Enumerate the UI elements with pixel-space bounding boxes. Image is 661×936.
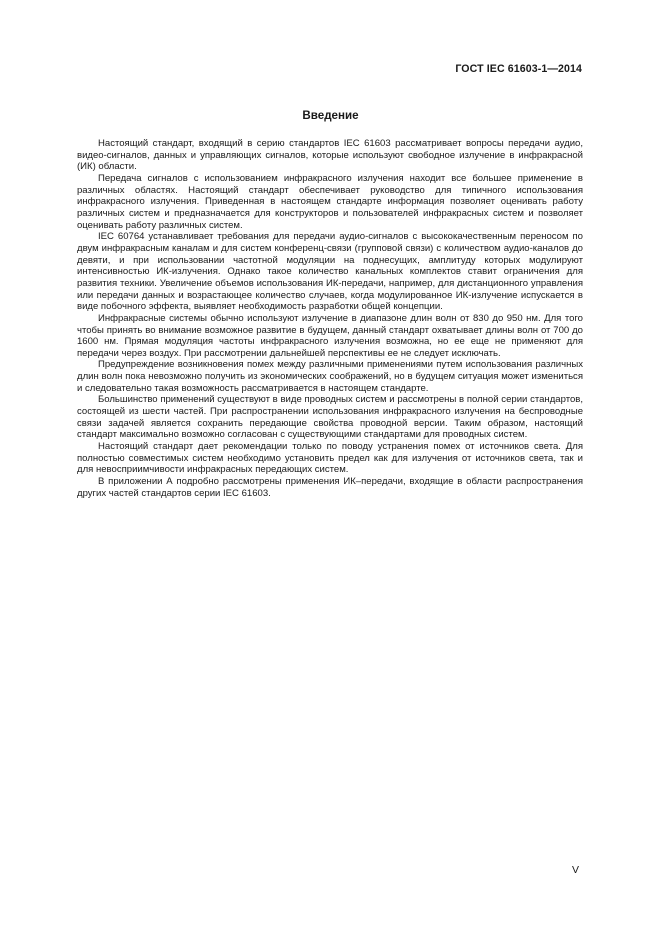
paragraph: Настоящий стандарт, входящий в серию стандартов IEC 61603 рассматривает вопросы передачи аудио, видео-сигналов, данных и управляющих сигналов, которые используют свободное излучение в инфракрасной (ИК) области.: [77, 138, 583, 173]
document-header-code: ГОСТ IEC 61603-1—2014: [455, 63, 582, 75]
paragraph: Настоящий стандарт дает рекомендации только по поводу устранения помех от источников света. Для полностью совместимых систем необходимо установить предел как для излучения от источников света, так и для невосприимчивости инфракрасных передающих систем.: [77, 441, 583, 476]
paragraph: IEC 60764 устанавливает требования для передачи аудио-сигналов с высококачественным переносом по двум инфракрасным каналам и для систем конференц-связи (групповой связи) с количеством аудио-каналов до девяти, и при использовании частотной модуляции на поднесущих, амплитуду которых модулируют интенсивностью ИК-излучения. Однако такое количество канальных комплектов ставит ограничения для развития техники. Увеличение объемов использования ИК-передачи, например, для дистанционного управления или передачи данных и возрастающее количество случаев, когда модулированное ИК-излучение испускается в виде побочного эффекта, выявляет необходимость разработки общей концепции.: [77, 231, 583, 313]
body-text: [77, 138, 583, 499]
page-number: V: [571, 864, 579, 876]
paragraph: Предупреждение возникновения помех между различными применениями путем использования различных длин волн пока невозможно получить из экономических соображений, но в будущем ситуация может измениться и следовательно такая возможность рассматривается в настоящем стандарте.: [77, 359, 583, 394]
section-title: Введение: [302, 109, 359, 122]
paragraph: Передача сигналов с использованием инфракрасного излучения находит все большее применение в различных областях. Настоящий стандарт обеспечивает руководство для типичного использования инфракрасного излучения. Приведенная в настоящем стандарте информация позволяет оценивать работу различных систем и предназначается для конструкторов и пользователей инфракрасных систем и позволяет оценивать работу различных систем.: [77, 172, 583, 231]
paragraph: В приложении А подробно рассмотрены применения ИК–передачи, входящие в области распространения других частей стандартов серии IEC 61603.: [77, 476, 583, 499]
paragraph: Большинство применений существуют в виде проводных систем и рассмотрены в полной серии стандартов, состоящей из шести частей. При распространении использования инфракрасного излучения на беспроводные связи задачей является сохранить передающие свойства проводной версии. Таким образом, настоящий стандарт максимально возможно согласован с существующими стандартами для проводных систем.: [77, 394, 583, 441]
paragraph: Инфракрасные системы обычно используют излучение в диапазоне длин волн от 830 до 950 нм. Для того чтобы принять во внимание возможное развитие в будущем, данный стандарт охватывает длины волн от 700 до 1600 нм. Прямая модуляция частоты инфракрасного излучения возможна, но ее еще не применяют для передачи через воздух. При рассмотрении дальнейшей перспективы ее не следует исключать.: [77, 312, 583, 359]
